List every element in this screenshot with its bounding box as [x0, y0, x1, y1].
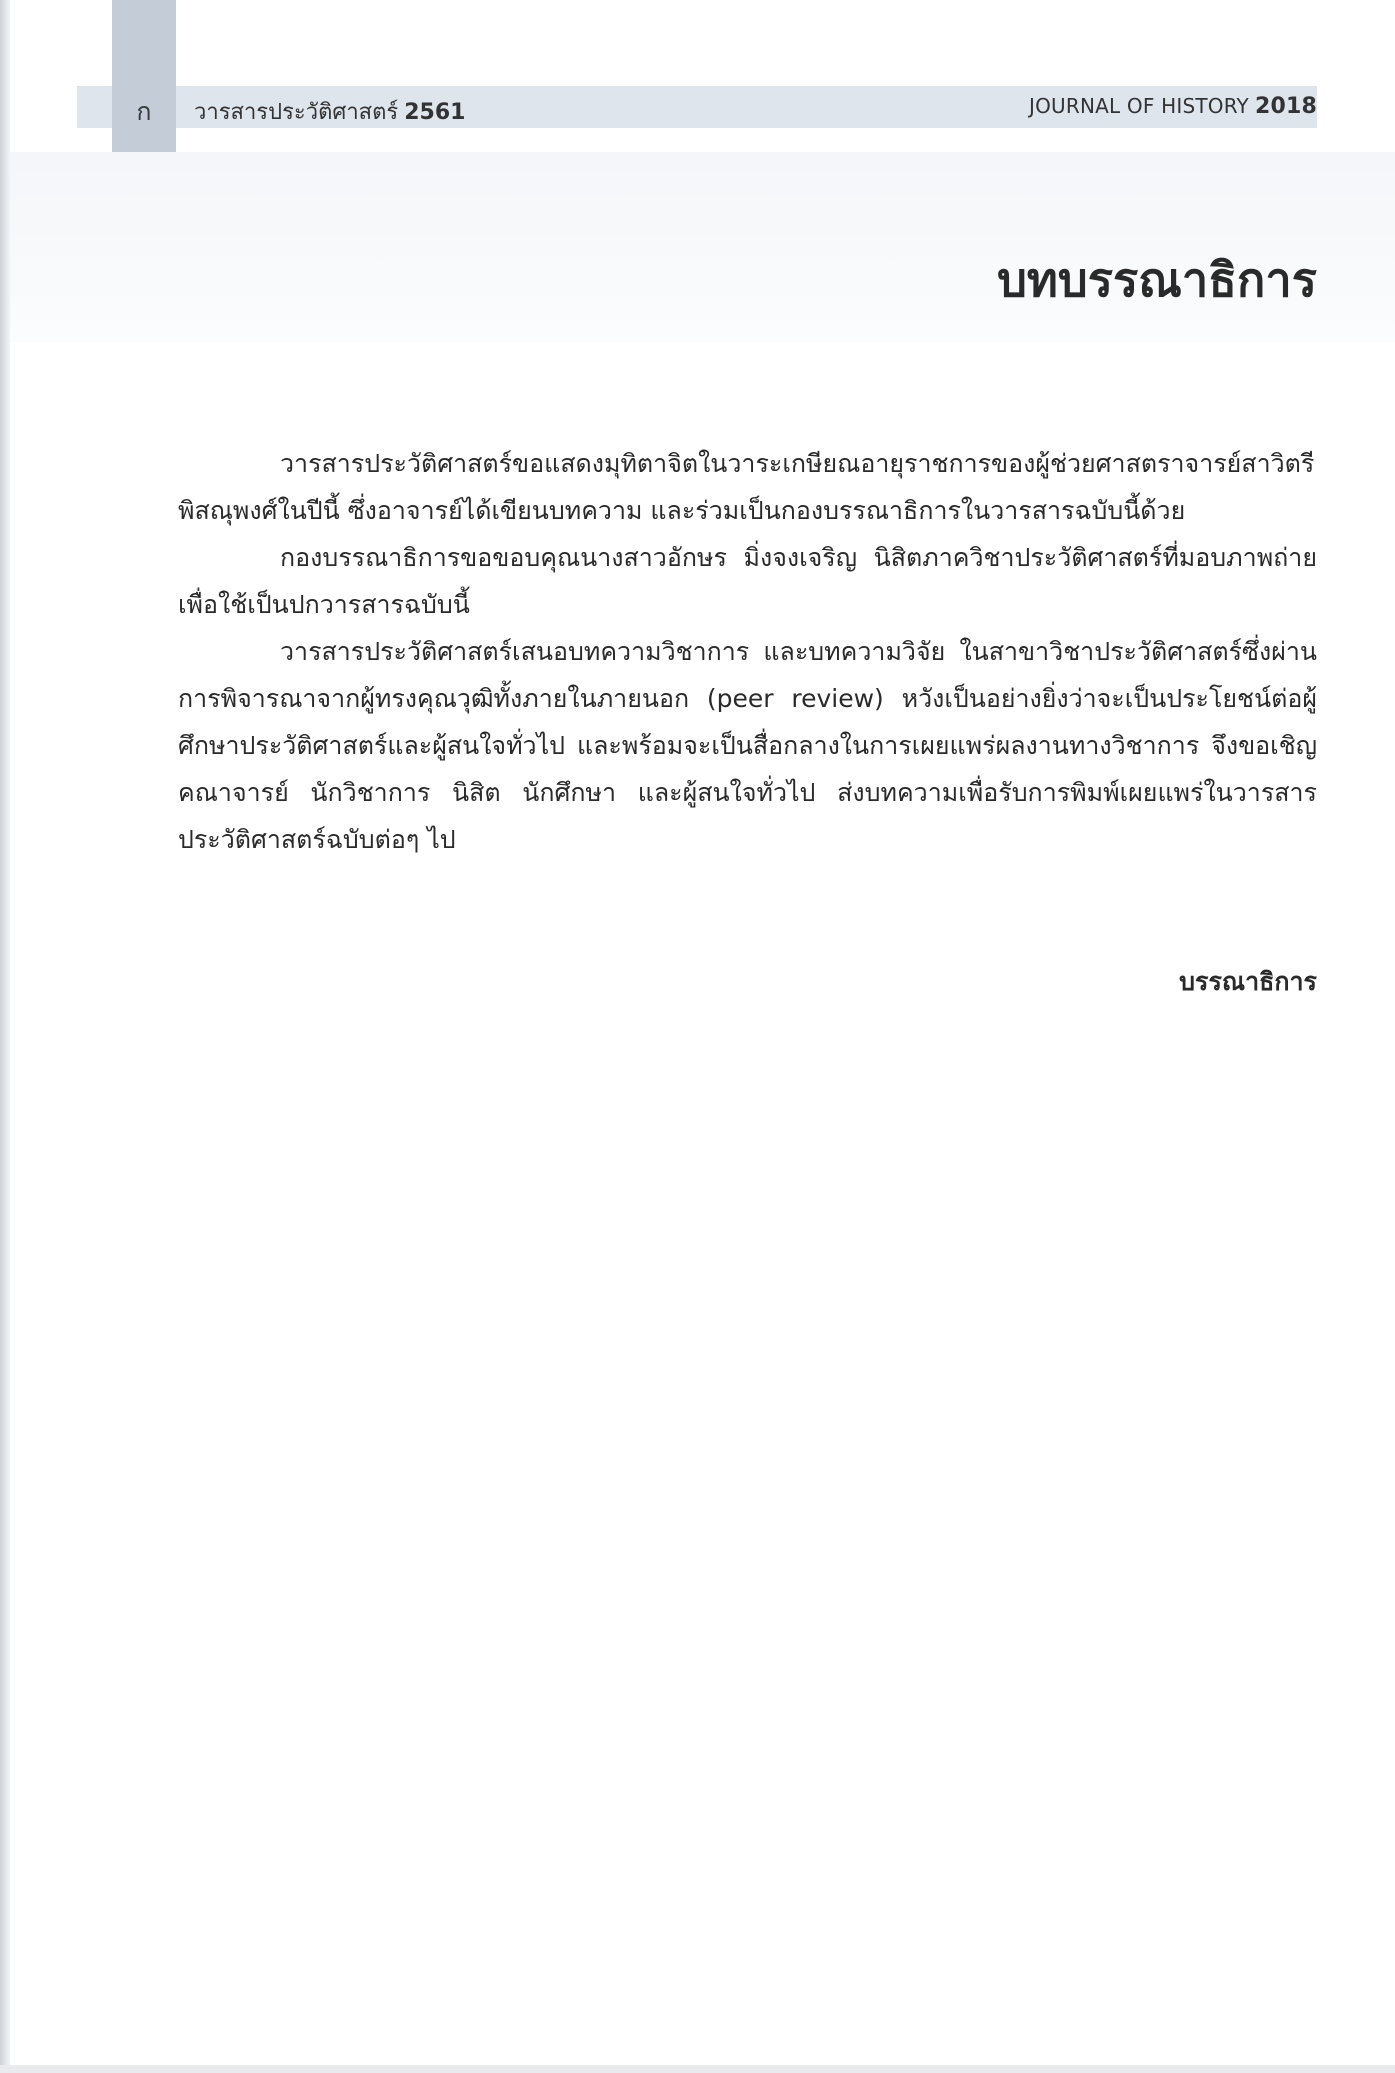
running-header-thai: [194, 94, 465, 129]
page-edge-bottom: [0, 2065, 1395, 2073]
editor-signature: บรรณาธิการ: [1179, 967, 1317, 996]
journal-title-english: JOURNAL OF HISTORY: [1029, 94, 1249, 118]
journal-year-thai: 2561: [404, 100, 466, 125]
journal-year-english: 2018: [1254, 94, 1317, 119]
page-tab-marker: [112, 0, 176, 152]
page-title: บทบรรณาธิการ: [997, 253, 1317, 308]
page-edge: [0, 0, 10, 2073]
running-header-english: [1029, 94, 1317, 119]
paragraph: วารสารประวัติศาสตร์ขอแสดงมุทิตาจิตในวาระเกษียณอายุราชการของผู้ช่วยศาสตราจารย์สาวิตรี พิสณุพงศ์ในปีนี้ ซึ่งอาจารย์ได้เขียนบทความ และร่วมเป็นกองบรรณาธิการในวารสารฉบับนี้ด้วย: [178, 449, 1315, 525]
journal-title-thai: วารสารประวัติศาสตร์: [194, 100, 399, 125]
paragraph: วารสารประวัติศาสตร์เสนอบทความวิชาการ และบทความวิจัย ในสาขาวิชาประวัติศาสตร์ซึ่งผ่านการพิจารณาจากผู้ทรงคุณวุฒิทั้งภายในภายนอก (peer review) หวังเป็นอย่างยิ่งว่าจะเป็นประโยชน์ต่อผู้ศึกษาประวัติศาสตร์และผู้สนใจทั่วไป และพร้อมจะเป็นสื่อกลางในการเผยแพร่ผลงานทางวิชาการ จึงขอเชิญคณาจารย์ นักวิชาการ นิสิต นักศึกษา และผู้สนใจทั่วไป ส่งบทความเพื่อรับการพิมพ์เผยแพร่ในวารสารประวัติศาสตร์ฉบับต่อๆ ไป: [178, 637, 1317, 854]
page-number: ก: [136, 97, 152, 126]
editorial-body: [178, 440, 1317, 863]
paragraph: กองบรรณาธิการขอขอบคุณนางสาวอักษร มิ่งจงเจริญ นิสิตภาควิชาประวัติศาสตร์ที่มอบภาพถ่ายเพื่อใช้เป็นปกวารสารฉบับนี้: [178, 543, 1317, 619]
